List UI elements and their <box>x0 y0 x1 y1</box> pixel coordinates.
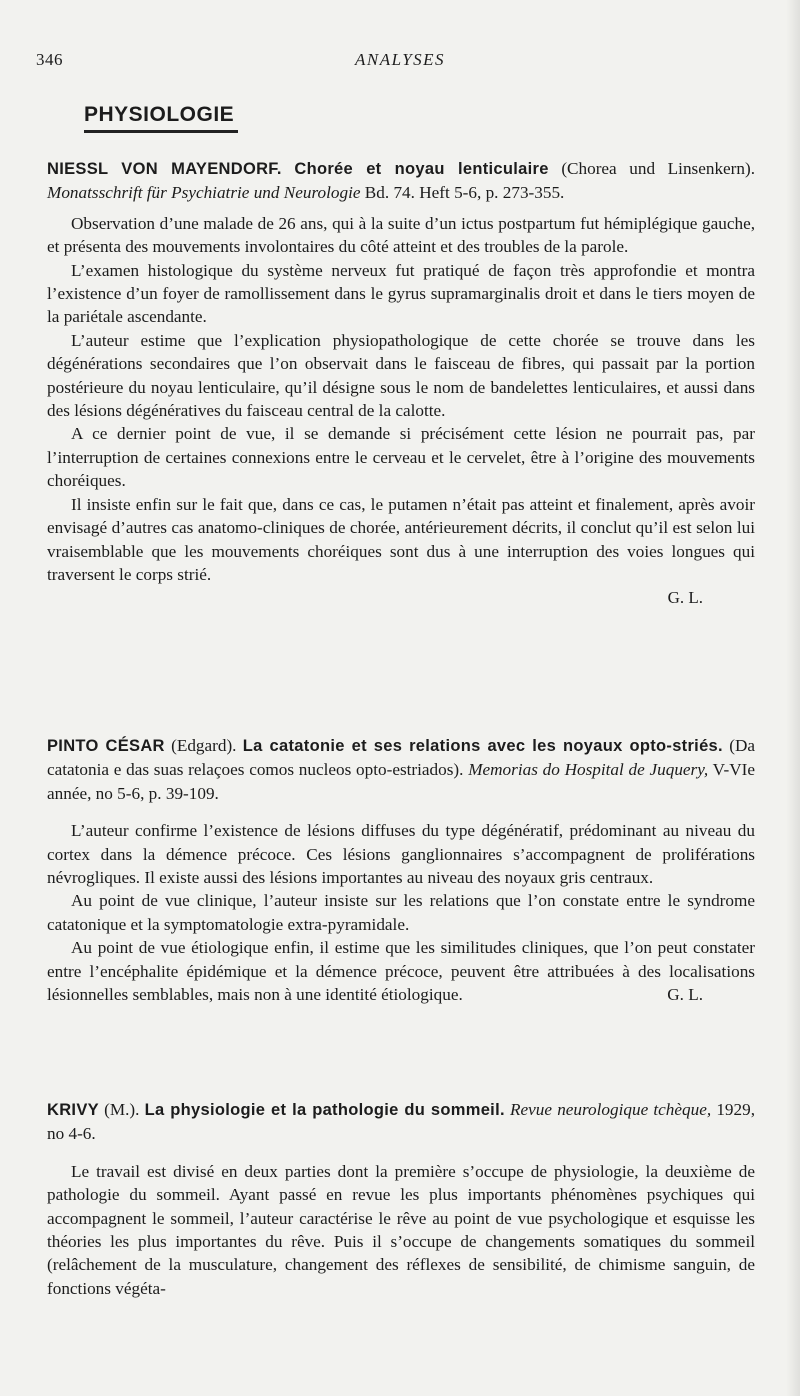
article-original-title: (Da catatonia e das suas relaçoes comos nucleos opto-estriados). <box>47 736 755 780</box>
article-journal: Memorias do Hospital de Juquery, <box>468 760 709 780</box>
article-niessl <box>47 157 755 609</box>
section-rule <box>84 130 238 133</box>
article-paragraph: Observation d’une malade de 26 ans, qui à la suite d’un ictus postpartum fut hémiplégique gauche, et présenta des mouvements involontaires du côté atteint et des troubles de la parole. <box>47 213 755 257</box>
article-author: PINTO CÉSAR <box>47 737 165 755</box>
article-journal: Revue neurologique tchèque, <box>510 1100 712 1119</box>
article-author: NIESSL VON MAYENDORF. <box>47 160 282 178</box>
article-paragraph <box>47 936 755 1006</box>
article-title: La physiologie et la pathologie du sommeil. <box>144 1101 505 1119</box>
article-heading <box>47 734 755 805</box>
article-title: La catatonie et ses relations avec les noyaux opto-striés. <box>242 737 723 755</box>
page-number: 346 <box>36 50 63 69</box>
article-paragraph-text: Au point de vue étiologique enfin, il estime que les similitudes cliniques, que l’on peut constater entre l’encéphalite épidémique et la démence précoce, peuvent être attribuées à des localisations lésionnelles semblables, mais non à une identité étiologique. <box>47 938 755 1005</box>
article-signature: G. L. <box>667 588 703 608</box>
article-paragraph: A ce dernier point de vue, il se demande si précisément cette lésion ne pourrait pas, par l’interruption de certaines connexions entre le cerveau et le cervelet, être à l’origine des mouvements choréiques. <box>47 424 755 491</box>
article-author-first: (M.). <box>104 1100 140 1119</box>
page-edge-shadow <box>786 0 800 1396</box>
article-paragraph: Le travail est divisé en deux parties dont la première s’occupe de physiologie, la deuxième de pathologie du sommeil. Ayant passé en revue les plus importants phénomènes psychiques qui accompagnent le sommeil, l’auteur caractérise le rêve au point de vue psychologique et esquisse les théories les plus importantes du rêve. Puis il s’occupe de changements somatiques du sommeil (relâchement de la musculature, changement des réflexes de sensibilité, de chimisme sanguin, de fonctions végéta- <box>47 1161 755 1298</box>
article-details: 1929, no 4-6. <box>47 1100 755 1144</box>
article-heading <box>47 157 755 205</box>
article-krivy <box>47 1098 755 1300</box>
article-signature: G. L. <box>667 985 703 1005</box>
article-paragraph: L’auteur confirme l’existence de lésions diffuses du type dégénératif, prédominant au niveau du cortex dans la démence précoce. Ces lésions ganglionnaires s’accompagnent de proliférations névrogliques. Il existe aussi des lésions importantes au niveau des noyaux gris centraux. <box>47 821 755 888</box>
running-title: ANALYSES <box>354 50 446 69</box>
running-head <box>0 50 800 74</box>
article-paragraph: Au point de vue clinique, l’auteur insiste sur les relations que l’on constate entre le syndrome catatonique et la symptomatologie extra-pyramidale. <box>47 891 755 934</box>
article-details: V-VIe année, no 5-6, p. 39-109. <box>47 760 755 803</box>
article-title: Chorée et noyau lenticulaire <box>294 160 549 178</box>
article-original-title: (Chorea und Linsenkern). <box>561 159 756 178</box>
article-details: Bd. 74. Heft 5-6, p. 273-355. <box>364 183 565 203</box>
article-paragraph: Il insiste enfin sur le fait que, dans ce cas, le putamen n’était pas atteint et finalement, après avoir envisagé d’autres cas anatomo-cliniques de chorée, antérieurement décrits, il conclut qu’il est selon lui vraisemblable que les mouvements choréiques sont dus à une interruption des voies longues qui traversent le corps strié. <box>47 494 755 584</box>
article-pinto <box>47 734 755 1006</box>
article-journal: Monatsschrift für Psychiatrie und Neurologie <box>47 183 361 203</box>
article-paragraph: L’examen histologique du système nerveux fut pratiqué de façon très approfondie et montra l’existence d’un foyer de ramollissement dans le gyrus supramarginalis droit et dans le tiers moyen de la pariétale ascendante. <box>47 260 755 327</box>
article-author-first: (Edgard). <box>171 736 237 755</box>
article-paragraph: L’auteur estime que l’explication physiopathologique de cette chorée se trouve dans les dégénérations secondaires que l’on observait dans le faisceau de fibres, qui passait par la portion postérieure du noyau lenticulaire, qu’il désigne sous le nom de bandelettes lenticulaires, et aussi dans des lésions dégénératives du faisceau central de la calotte. <box>47 330 755 421</box>
section-title: PHYSIOLOGIE <box>84 103 235 126</box>
article-heading <box>47 1098 755 1146</box>
article-author: KRIVY <box>47 1101 99 1119</box>
